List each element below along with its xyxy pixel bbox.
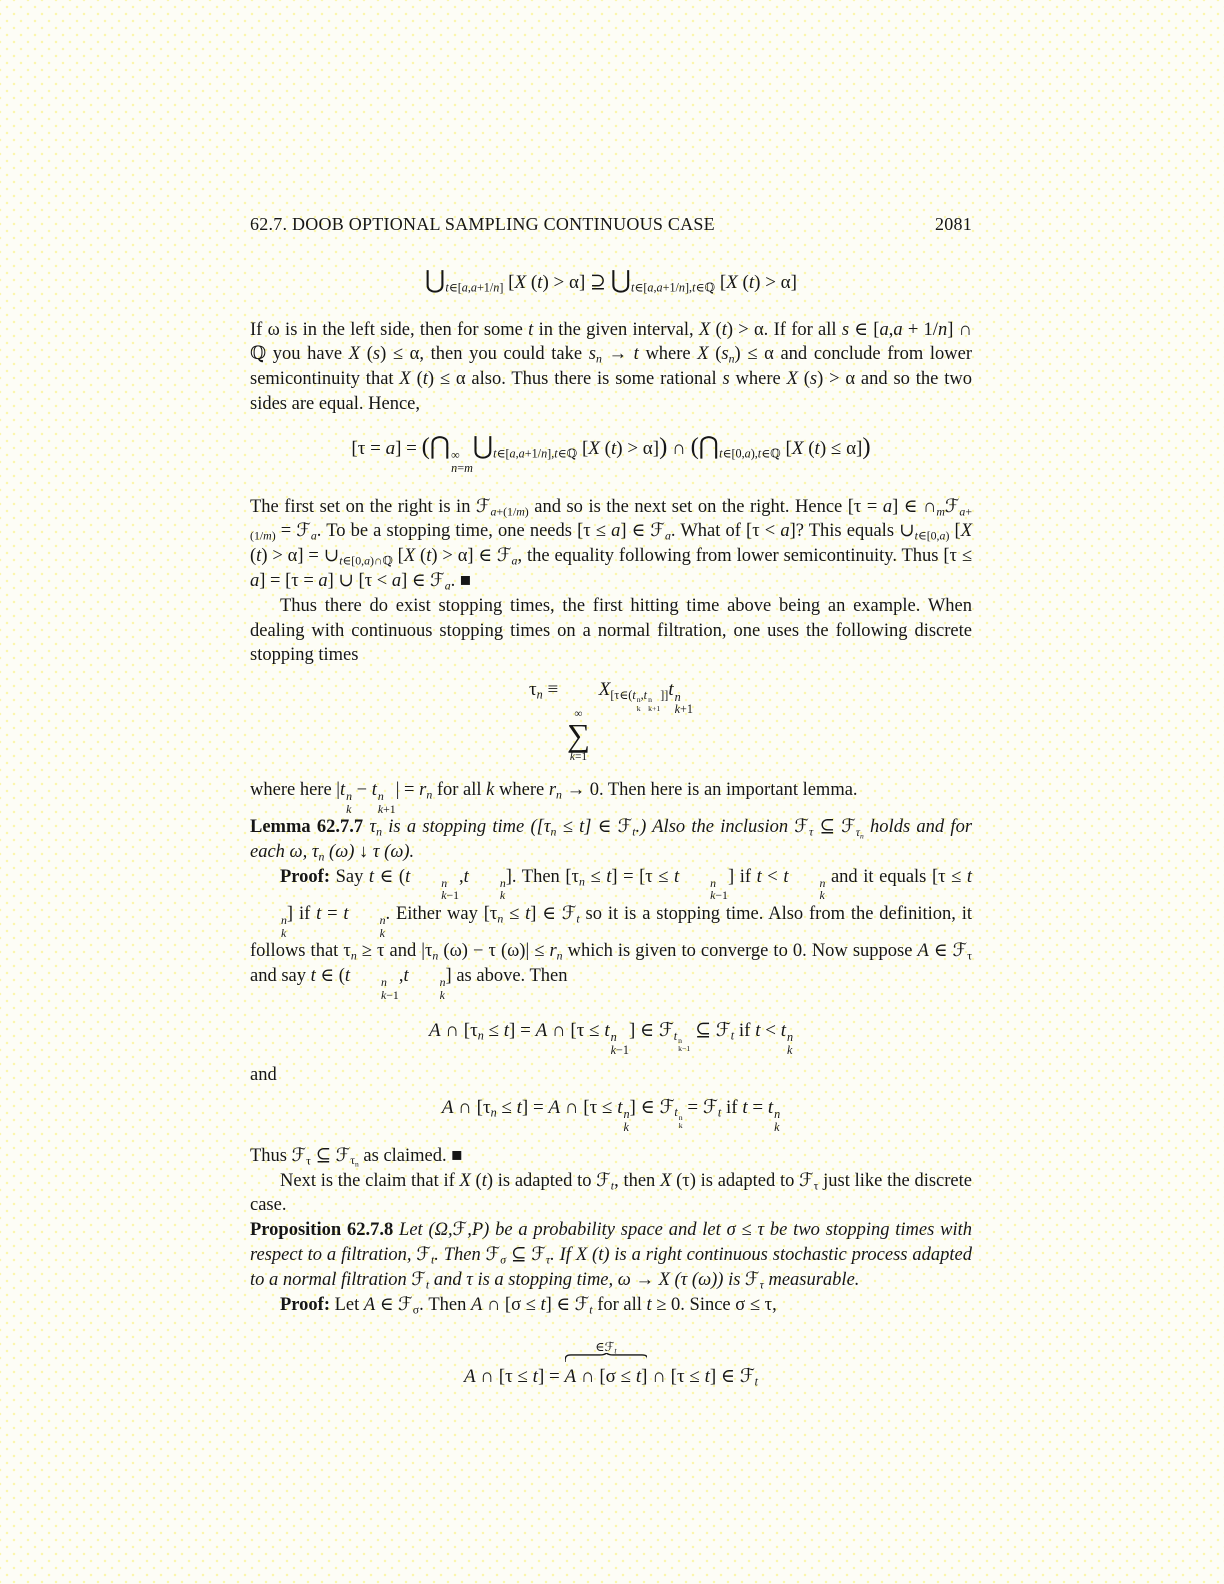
display-equation-a-cap-1: A ∩ $[\tau_n \le t] = A$ ∩ [τ ≤ t n k−1 ] ∈ ℱ$_{t n k-1}$ ⊆ ℱ$_t$ if t < t n k	[428, 1020, 794, 1058]
lemma-62-7-7	[250, 815, 972, 865]
page-header	[250, 214, 972, 235]
paragraph-where-here: where here |t n k − t n k+1 | = $r_n$ for all k where $r_n \to 0$. Then here is an important lemma.	[250, 780, 858, 816]
proof-label-2: Proof:	[280, 1294, 330, 1315]
display-equation-tau-n-sum: $\tau_n$ ≡ ∞ ∑ k=1 $X_{[\tau\in(t n k ,t n k+1 ]]}t$ n k+1	[529, 679, 693, 763]
proposition-text: Let (Ω,ℱ,P) be a probability space and let σ ≤ τ be two stopping times with respect to a filtration, ℱ$_t$. Then ℱ$_\sigma$ ⊆ ℱ$_\tau$. If X (t) is a right continuous stochastic process adapted to a normal filtration ℱ$_t$ and τ is a stopping time, ω → X (τ (ω)) is ℱ$_\tau$ measurable.	[250, 1220, 972, 1292]
lemma-text: $\tau_n$ is a stopping time ($[\tau_n \le t]$ ∈ ℱ$_t$.) Also the inclusion ℱ$_\tau$ ⊆ ℱ$_{\tau_n}$ holds and for each ω, $\tau_n$ (ω) ↓ τ (ω).	[250, 817, 973, 864]
display-equation-union: $⋃_{t\in[a,a+1/n]}$ [X (t) > α] ⊇ $⋃_{t\in[a,a+1/n],t\in ℚ}$ [X (t) > α]	[425, 267, 797, 295]
proof-2	[250, 1293, 972, 1318]
overbrace-label: ∈ℱ$_t$	[595, 1339, 617, 1356]
proof-label: Proof:	[280, 866, 330, 887]
paragraph-thus-exist: Thus there do exist stopping times, the first hitting time above being an example. When dealing with continuous stopping times on a normal filtration, one uses the following discrete stopping times	[250, 595, 972, 666]
connector-and: and	[250, 1064, 277, 1085]
paragraph-if-omega: If ω is in the left side, then for some t in the given interval, X (t) > α. If for all s ∈ [a,a + 1/n] ∩ ℚ you have X (s) ≤ α, then you could take $s_n \to t$ where X $(s_n) \le \alpha$ and conclude from lower semicontinuity that X (t) ≤ α also. Thus there is some rational s where X (s) > α and so the two sides are equal. Hence,	[250, 319, 973, 414]
paragraph-thus-claimed: Thus ℱ$_\tau$ ⊆ ℱ$_{\tau_n}$ as claimed. ■	[250, 1145, 463, 1169]
proposition-62-7-8	[250, 1218, 972, 1292]
paragraph-first-set: The first set on the right is in ℱ$_{a+(1/m)}$ and so is the next set on the right. Hence [τ = a] ∈ $\cap_mℱ_{a+(1/m)}$ = ℱ$_a$. To be a stopping time, one needs [τ ≤ a] ∈ ℱ$_a$. What of [τ < a]? This equals $\cup_{t\in[0,a)}$ [X $(t) > \alpha] = \cup_{t\in[0,a)\cap ℚ}$ [X (t) > α] ∈ ℱ$_a$, the equality following from lower semicontinuity. Thus [τ ≤ a] = [τ = a] ∪ [τ < a] ∈ ℱ$_a$. ■	[250, 496, 972, 593]
page-number: 2081	[935, 214, 972, 234]
equation-final-braced: A ∩ [σ ≤ t]	[564, 1366, 648, 1388]
equation-final-pre: A ∩ [τ ≤ t] =	[463, 1366, 565, 1388]
proof-1	[250, 865, 972, 1001]
section-title: 62.7. DOOB OPTIONAL SAMPLING CONTINUOUS CASE	[250, 214, 715, 234]
proof-1-text: Say t ∈ (t n k−1 ,t n k ]. Then $[\tau_n \le t] = [\tau \le t$ n k−1 ] if t < t n k and it equals [τ ≤ t n k ] if t = t n k . Either way $[\tau_n \le t]$ ∈ ℱ$_t$ so it is a stopping time. Also from the definition, it follows that $\tau_n \ge \tau$ and $|\tau_n$ (ω) − τ $(\omega)| \le r_n$ which is given to converge to 0. Now suppose A ∈ ℱ$_\tau$ and say t ∈ (t n k−1 ,t n k ] as above. Then	[250, 866, 973, 1002]
overbrace-group	[564, 1339, 648, 1392]
paragraph-next-claim: Next is the claim that if X (t) is adapted to ℱ$_t$, then X (τ) is adapted to ℱ$_\tau$ just like the discrete case.	[250, 1170, 972, 1216]
display-equation-tau-equals-a: [τ = a] = (⋂ ∞ n=m $⋃_{t\in[a,a+1/n],t\in ℚ}$ [X (t) > α]) ∩ ($⋂_{t\in[0,a),t\in ℚ}$ [X (t) ≤ α])	[351, 432, 871, 475]
display-equation-final	[250, 1339, 972, 1392]
overbrace-icon	[565, 1353, 648, 1362]
display-equation-a-cap-2: A ∩ $[\tau_n \le t] = A$ ∩ [τ ≤ t n k ] ∈ ℱ$_{t n k}$ = ℱ$_t$ if t = t n k	[441, 1096, 781, 1134]
lemma-label: Lemma 62.7.7	[250, 817, 364, 838]
proof-2-text: Let A ∈ ℱ$_\sigma$. Then A ∩ [σ ≤ t] ∈ ℱ$_t$ for all t ≥ 0. Since σ ≤ τ,	[334, 1294, 777, 1317]
proposition-label: Proposition 62.7.8	[250, 1220, 394, 1241]
equation-final-post: ∩ [τ ≤ t] ∈ ℱ$_t$	[647, 1366, 759, 1389]
